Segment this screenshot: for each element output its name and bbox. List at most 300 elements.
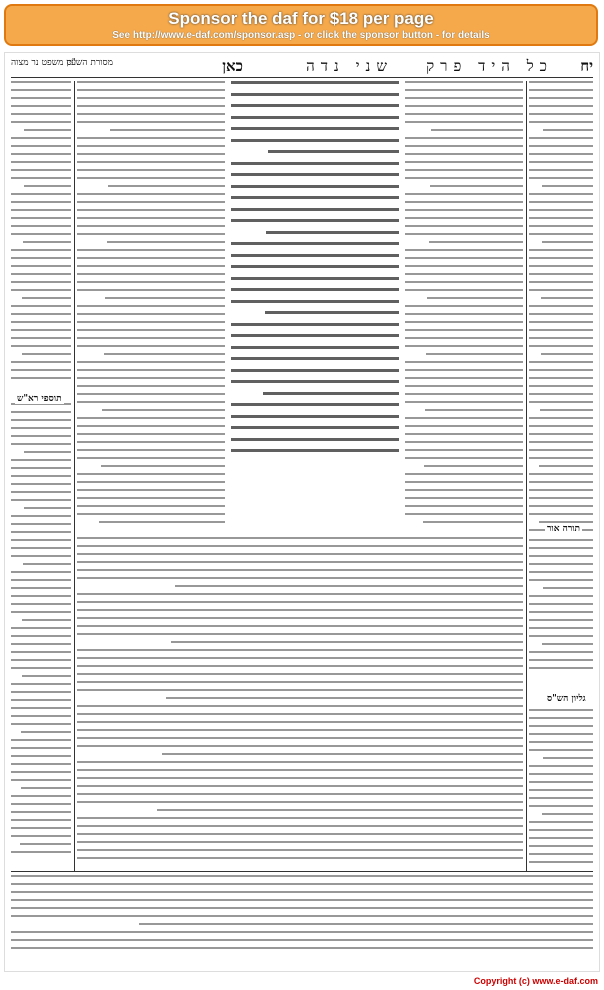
text-line	[405, 249, 523, 251]
text-line	[11, 931, 593, 933]
text-line	[529, 667, 593, 669]
text-line	[529, 571, 593, 573]
text-line	[107, 241, 225, 243]
text-line	[11, 273, 71, 275]
chapter-name: כל היד פרק	[426, 57, 553, 75]
text-line	[529, 505, 593, 507]
text-line	[77, 593, 523, 595]
text-line	[11, 739, 71, 741]
text-line	[77, 249, 225, 251]
text-line	[11, 691, 71, 693]
text-line	[405, 217, 523, 219]
text-line	[405, 233, 523, 235]
text-line	[529, 797, 593, 799]
text-line	[77, 449, 225, 451]
text-line	[431, 129, 523, 131]
text-line	[11, 81, 71, 83]
text-line	[77, 401, 225, 403]
text-line	[11, 377, 71, 379]
text-line	[231, 185, 399, 188]
text-line	[11, 289, 71, 291]
text-line	[77, 801, 523, 803]
text-line	[77, 561, 523, 563]
text-line	[11, 771, 71, 773]
text-line	[231, 438, 399, 441]
text-line	[77, 857, 523, 859]
text-line	[22, 297, 71, 299]
text-line	[405, 81, 523, 83]
text-line	[24, 507, 71, 509]
text-line	[405, 449, 523, 451]
text-line	[231, 104, 399, 107]
masoret-text	[529, 81, 593, 541]
text-line	[11, 369, 71, 371]
text-line	[77, 625, 523, 627]
talmud-page	[4, 52, 600, 972]
text-line	[11, 571, 71, 573]
text-line	[11, 907, 593, 909]
sponsor-banner[interactable]	[4, 4, 598, 46]
text-line	[77, 609, 523, 611]
text-line	[99, 521, 225, 523]
text-line	[405, 265, 523, 267]
text-line	[11, 467, 71, 469]
text-line	[405, 121, 523, 123]
text-line	[231, 403, 399, 406]
text-line	[268, 150, 399, 153]
text-line	[540, 409, 593, 411]
text-line	[77, 89, 225, 91]
text-line	[11, 329, 71, 331]
text-line	[231, 162, 399, 165]
text-line	[77, 793, 523, 795]
ein-mishpat-text	[11, 81, 71, 391]
torah-ohr-column	[529, 539, 593, 679]
text-line	[529, 305, 593, 307]
text-line	[529, 417, 593, 419]
text-line	[11, 313, 71, 315]
text-line	[405, 281, 523, 283]
gilyon-column	[529, 709, 593, 869]
text-line	[22, 353, 71, 355]
text-line	[529, 563, 593, 565]
text-line	[529, 741, 593, 743]
text-line	[77, 513, 225, 515]
text-line	[539, 465, 593, 467]
text-line	[405, 193, 523, 195]
text-line	[11, 851, 71, 853]
text-line	[77, 337, 225, 339]
text-line	[21, 787, 71, 789]
text-line	[529, 249, 593, 251]
text-line	[11, 683, 71, 685]
text-line	[529, 619, 593, 621]
text-line	[77, 81, 225, 83]
text-line	[77, 737, 523, 739]
text-line	[529, 659, 593, 661]
text-line	[542, 643, 593, 645]
text-line	[108, 185, 225, 187]
text-line	[405, 145, 523, 147]
text-line	[77, 193, 225, 195]
text-line	[77, 281, 225, 283]
divider-right	[526, 81, 527, 871]
text-line	[77, 201, 225, 203]
text-line	[104, 353, 225, 355]
text-line	[77, 825, 523, 827]
rashi-text	[405, 81, 523, 531]
text-line	[529, 837, 593, 839]
text-line	[11, 795, 71, 797]
text-line	[405, 153, 523, 155]
text-line	[139, 923, 593, 925]
text-line	[77, 841, 523, 843]
text-line	[77, 721, 523, 723]
text-line	[231, 173, 399, 176]
text-line	[231, 127, 399, 130]
text-line	[231, 380, 399, 383]
text-line	[405, 361, 523, 363]
text-line	[77, 345, 225, 347]
text-line	[529, 337, 593, 339]
text-line	[231, 288, 399, 291]
text-line	[11, 811, 71, 813]
text-line	[77, 665, 523, 667]
page-label: כאן	[222, 57, 243, 75]
text-line	[11, 305, 71, 307]
text-line	[11, 659, 71, 661]
text-line	[542, 185, 593, 187]
text-line	[425, 409, 523, 411]
text-line	[529, 369, 593, 371]
text-line	[77, 681, 523, 683]
text-line	[529, 635, 593, 637]
text-line	[77, 545, 523, 547]
text-line	[77, 265, 225, 267]
gemara-column	[231, 81, 399, 471]
text-line	[77, 729, 523, 731]
text-line	[529, 137, 593, 139]
text-line	[405, 497, 523, 499]
text-line	[77, 705, 523, 707]
text-line	[529, 473, 593, 475]
text-line	[529, 603, 593, 605]
text-line	[542, 241, 593, 243]
text-line	[101, 465, 225, 467]
text-line	[529, 385, 593, 387]
text-line	[529, 225, 593, 227]
text-line	[77, 233, 225, 235]
text-line	[11, 89, 71, 91]
text-line	[11, 97, 71, 99]
text-line	[405, 345, 523, 347]
text-line	[543, 587, 593, 589]
text-line	[426, 353, 523, 355]
text-line	[77, 713, 523, 715]
tosafot-rosh-column	[11, 403, 71, 863]
text-line	[529, 709, 593, 711]
lower-commentary-text	[77, 537, 523, 867]
text-line	[529, 555, 593, 557]
sponsor-subtitle[interactable]: See http://www.e-daf.com/sponsor.asp - or click the sponsor button - for details	[112, 30, 490, 41]
text-line	[11, 891, 593, 893]
text-line	[11, 281, 71, 283]
text-line	[77, 161, 225, 163]
text-line	[405, 393, 523, 395]
text-line	[77, 433, 225, 435]
copyright-link[interactable]: Copyright (c) www.e-daf.com	[473, 976, 598, 986]
text-line	[405, 113, 523, 115]
text-line	[11, 875, 593, 877]
text-line	[529, 257, 593, 259]
text-line	[405, 433, 523, 435]
text-line	[11, 193, 71, 195]
text-line	[11, 361, 71, 363]
text-line	[429, 241, 523, 243]
text-line	[266, 231, 399, 234]
text-line	[11, 225, 71, 227]
text-line	[77, 153, 225, 155]
text-line	[405, 481, 523, 483]
text-line	[11, 249, 71, 251]
text-line	[265, 311, 399, 314]
text-line	[77, 497, 225, 499]
text-line	[77, 673, 523, 675]
text-line	[11, 419, 71, 421]
text-line	[529, 193, 593, 195]
text-line	[77, 361, 225, 363]
text-line	[529, 393, 593, 395]
text-line	[529, 265, 593, 267]
text-line	[405, 273, 523, 275]
bottom-notes	[11, 875, 593, 961]
text-line	[231, 219, 399, 222]
page-header	[11, 57, 593, 75]
text-line	[24, 129, 71, 131]
text-line	[24, 185, 71, 187]
text-line	[529, 345, 593, 347]
text-line	[231, 323, 399, 326]
text-line	[529, 829, 593, 831]
text-line	[77, 745, 523, 747]
text-line	[175, 585, 523, 587]
text-line	[11, 699, 71, 701]
text-line	[405, 441, 523, 443]
text-line	[529, 449, 593, 451]
text-line	[529, 153, 593, 155]
text-line	[405, 457, 523, 459]
text-line	[11, 627, 71, 629]
text-line	[529, 725, 593, 727]
text-line	[231, 277, 399, 280]
lower-commentary-block	[77, 537, 523, 867]
gilyon-text	[529, 709, 593, 869]
text-line	[529, 321, 593, 323]
text-line	[529, 749, 593, 751]
text-line	[529, 89, 593, 91]
text-line	[231, 196, 399, 199]
text-line	[231, 346, 399, 349]
text-line	[77, 377, 225, 379]
text-line	[405, 169, 523, 171]
text-line	[529, 805, 593, 807]
text-line	[529, 845, 593, 847]
text-line	[231, 116, 399, 119]
text-line	[529, 105, 593, 107]
text-line	[529, 313, 593, 315]
text-line	[405, 489, 523, 491]
text-line	[77, 169, 225, 171]
text-line	[11, 947, 593, 949]
tosafot-rosh-text	[11, 403, 71, 863]
text-line	[405, 369, 523, 371]
text-line	[11, 819, 71, 821]
text-line	[22, 619, 71, 621]
text-line	[405, 337, 523, 339]
text-line	[77, 385, 225, 387]
text-line	[11, 899, 593, 901]
text-line	[11, 835, 71, 837]
text-line	[529, 233, 593, 235]
text-line	[77, 817, 523, 819]
text-line	[77, 137, 225, 139]
text-line	[11, 459, 71, 461]
text-line	[11, 531, 71, 533]
text-line	[11, 169, 71, 171]
text-line	[11, 177, 71, 179]
text-line	[11, 113, 71, 115]
text-line	[77, 689, 523, 691]
masoret-column	[529, 81, 593, 541]
text-line	[529, 853, 593, 855]
text-line	[23, 563, 71, 565]
text-line	[529, 425, 593, 427]
text-line	[529, 329, 593, 331]
text-line	[231, 300, 399, 303]
text-line	[11, 635, 71, 637]
text-line	[405, 209, 523, 211]
text-line	[231, 369, 399, 372]
text-line	[11, 217, 71, 219]
text-line	[529, 209, 593, 211]
text-line	[77, 145, 225, 147]
text-line	[405, 321, 523, 323]
text-line	[529, 201, 593, 203]
text-line	[529, 789, 593, 791]
text-line	[157, 809, 523, 811]
text-line	[405, 425, 523, 427]
text-line	[11, 611, 71, 613]
text-line	[529, 433, 593, 435]
text-line	[541, 297, 593, 299]
text-line	[529, 611, 593, 613]
gemara-text	[231, 81, 399, 471]
text-line	[542, 813, 593, 815]
text-line	[231, 334, 399, 337]
text-line	[11, 233, 71, 235]
text-line	[11, 651, 71, 653]
text-line	[11, 137, 71, 139]
text-line	[77, 121, 225, 123]
text-line	[77, 289, 225, 291]
text-line	[11, 265, 71, 267]
text-line	[231, 449, 399, 452]
tractate-name: שני נדה	[306, 57, 393, 75]
text-line	[529, 97, 593, 99]
text-line	[543, 129, 593, 131]
text-line	[77, 777, 523, 779]
text-line	[405, 105, 523, 107]
text-line	[529, 361, 593, 363]
text-line	[405, 417, 523, 419]
text-line	[11, 915, 593, 917]
ein-mishpat-heading: עין משפט נר מצוה	[11, 58, 77, 68]
text-line	[77, 425, 225, 427]
text-line	[529, 627, 593, 629]
torah-ohr-text	[529, 539, 593, 679]
text-line	[529, 773, 593, 775]
text-line	[11, 539, 71, 541]
text-line	[110, 129, 225, 131]
text-line	[77, 97, 225, 99]
text-line	[405, 177, 523, 179]
text-line	[529, 651, 593, 653]
header-rule	[11, 77, 593, 78]
text-line	[77, 257, 225, 259]
text-line	[11, 579, 71, 581]
text-line	[11, 595, 71, 597]
text-line	[405, 137, 523, 139]
text-line	[529, 821, 593, 823]
text-line	[405, 505, 523, 507]
text-line	[20, 843, 71, 845]
text-line	[77, 601, 523, 603]
text-line	[11, 105, 71, 107]
text-line	[77, 489, 225, 491]
text-line	[405, 513, 523, 515]
text-line	[11, 435, 71, 437]
text-line	[166, 697, 523, 699]
text-line	[77, 417, 225, 419]
text-line	[529, 217, 593, 219]
text-line	[77, 441, 225, 443]
text-line	[77, 273, 225, 275]
text-line	[11, 499, 71, 501]
text-line	[423, 521, 523, 523]
text-line	[22, 675, 71, 677]
text-line	[77, 105, 225, 107]
text-line	[11, 443, 71, 445]
text-line	[231, 208, 399, 211]
torah-ohr-label: תורה אור	[547, 524, 581, 534]
text-line	[231, 139, 399, 142]
text-line	[21, 731, 71, 733]
text-line	[11, 779, 71, 781]
text-line	[529, 273, 593, 275]
tosafot-column	[77, 81, 225, 531]
text-line	[77, 217, 225, 219]
text-line	[405, 313, 523, 315]
text-line	[11, 883, 593, 885]
text-line	[11, 723, 71, 725]
text-line	[529, 717, 593, 719]
text-line	[77, 833, 523, 835]
text-line	[77, 761, 523, 763]
text-line	[11, 257, 71, 259]
text-line	[11, 337, 71, 339]
text-line	[231, 415, 399, 418]
text-line	[430, 185, 523, 187]
